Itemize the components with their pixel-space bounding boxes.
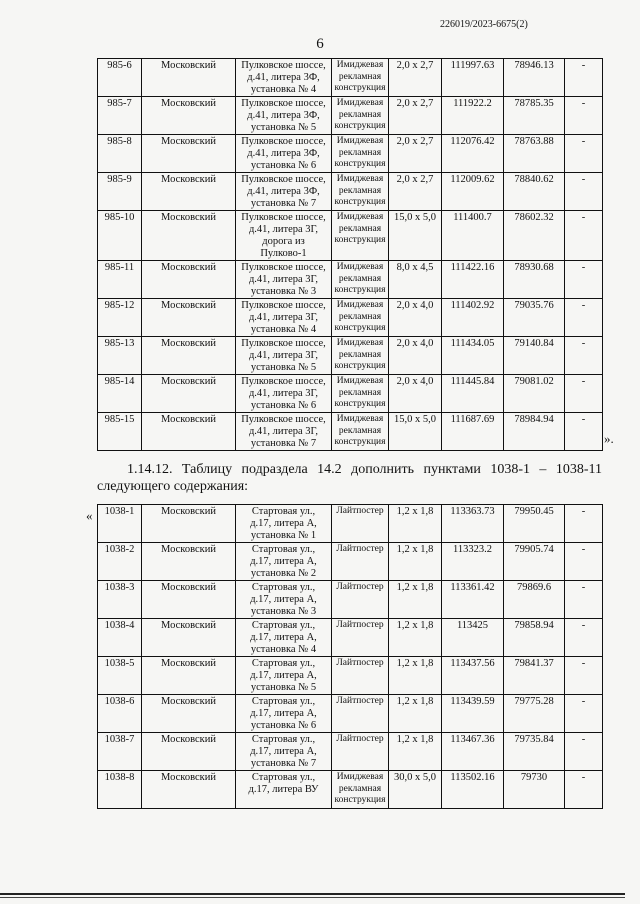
cell-num: 1038-1 [98, 505, 142, 543]
cell-address [236, 299, 332, 337]
cell-line: Пулковское шоссе, [241, 98, 326, 109]
cell-line: Лайтпостер [336, 734, 384, 744]
cell-y: 78840.62 [504, 173, 565, 211]
cell-district: Московский [142, 173, 236, 211]
cell-type [332, 413, 389, 451]
cell-line: д.17, литера А, [250, 708, 317, 719]
cell-line: д.41, литера 3Г, [248, 274, 319, 285]
opening-quote: « [86, 508, 93, 523]
cell-size: 15,0 х 5,0 [389, 211, 442, 261]
table-row [98, 505, 603, 543]
cell-line: Стартовая ул., [251, 582, 316, 593]
cell-district: Московский [142, 413, 236, 451]
cell-type [332, 261, 389, 299]
cell-line: д.17, литера А, [250, 670, 317, 681]
table-row [98, 733, 603, 771]
cell-address [236, 581, 332, 619]
cell-y: 79775.28 [504, 695, 565, 733]
cell-line: Стартовая ул., [251, 620, 316, 631]
cell-size: 8,0 х 4,5 [389, 261, 442, 299]
cell-line: установка № 1 [250, 530, 317, 541]
cell-note: - [565, 211, 603, 261]
cell-num: 985-14 [98, 375, 142, 413]
cell-line: д.41, литера 3Ф, [247, 186, 320, 197]
cell-y: 79950.45 [504, 505, 565, 543]
cell-line: Имиджевая [336, 174, 384, 184]
cell-line: рекламная [338, 387, 382, 398]
cell-type [332, 135, 389, 173]
cell-district: Московский [142, 619, 236, 657]
cell-size: 1,2 х 1,8 [389, 657, 442, 695]
cell-type [332, 657, 389, 695]
table-row [98, 375, 603, 413]
cell-x: 113425 [442, 619, 504, 657]
cell-address [236, 337, 332, 375]
cell-line: д.17, литера ВУ [248, 784, 319, 795]
cell-type [332, 505, 389, 543]
cell-note: - [565, 505, 603, 543]
cell-line: рекламная [338, 71, 382, 82]
cell-size: 2,0 х 4,0 [389, 299, 442, 337]
cell-line: Имиджевая [336, 60, 384, 70]
cell-x: 111422.16 [442, 261, 504, 299]
cell-y: 78946.13 [504, 59, 565, 97]
cell-address [236, 695, 332, 733]
placement-table-1-body [98, 59, 603, 451]
cell-note: - [565, 59, 603, 97]
cell-line: д.41, литера 3Ф, [247, 110, 320, 121]
cell-x: 112076.42 [442, 135, 504, 173]
cell-line: д.17, литера А, [250, 746, 317, 757]
cell-y: 79035.76 [504, 299, 565, 337]
cell-address [236, 657, 332, 695]
cell-line: Стартовая ул., [251, 506, 316, 517]
cell-address [236, 97, 332, 135]
cell-district: Московский [142, 695, 236, 733]
cell-line: д.41, литера 3Г, [248, 312, 319, 323]
cell-line: Имиджевая [336, 262, 384, 272]
cell-district: Московский [142, 97, 236, 135]
cell-num: 985-8 [98, 135, 142, 173]
cell-note: - [565, 173, 603, 211]
cell-y: 79081.02 [504, 375, 565, 413]
cell-type [332, 59, 389, 97]
cell-line: конструкция [334, 399, 386, 409]
scan-edge-line [0, 893, 625, 895]
cell-line: установка № 6 [250, 160, 317, 171]
cell-y: 79735.84 [504, 733, 565, 771]
cell-address [236, 59, 332, 97]
cell-line: Лайтпостер [336, 544, 384, 554]
cell-line: Имиджевая [336, 300, 384, 310]
page-number: 6 [316, 36, 324, 52]
cell-size: 2,0 х 2,7 [389, 135, 442, 173]
cell-district: Московский [142, 505, 236, 543]
cell-line: конструкция [334, 437, 386, 447]
cell-line: установка № 5 [250, 122, 317, 133]
cell-size: 1,2 х 1,8 [389, 695, 442, 733]
cell-line: Пулковское шоссе, [241, 262, 326, 273]
cell-num: 1038-2 [98, 543, 142, 581]
cell-line: Имиджевая [336, 376, 384, 386]
cell-note: - [565, 619, 603, 657]
cell-address [236, 261, 332, 299]
cell-note: - [565, 413, 603, 451]
cell-x: 112009.62 [442, 173, 504, 211]
cell-note: - [565, 695, 603, 733]
cell-line: Имиджевая [336, 136, 384, 146]
cell-x: 113502.16 [442, 771, 504, 809]
cell-num: 1038-4 [98, 619, 142, 657]
cell-size: 2,0 х 2,7 [389, 173, 442, 211]
cell-line: конструкция [334, 235, 386, 245]
cell-size: 2,0 х 2,7 [389, 59, 442, 97]
cell-line: установка № 5 [250, 362, 317, 373]
cell-district: Московский [142, 299, 236, 337]
cell-address [236, 733, 332, 771]
table-row [98, 413, 603, 451]
table-row [98, 337, 603, 375]
cell-num: 985-9 [98, 173, 142, 211]
cell-line: Лайтпостер [336, 658, 384, 668]
cell-note: - [565, 261, 603, 299]
cell-y: 79140.84 [504, 337, 565, 375]
cell-line: Имиджевая [336, 772, 384, 782]
cell-y: 78984.94 [504, 413, 565, 451]
cell-x: 111922.2 [442, 97, 504, 135]
cell-size: 1,2 х 1,8 [389, 505, 442, 543]
cell-x: 111445.84 [442, 375, 504, 413]
cell-line: конструкция [334, 285, 386, 295]
cell-type [332, 733, 389, 771]
cell-x: 111687.69 [442, 413, 504, 451]
cell-line: Пулковское шоссе, [241, 60, 326, 71]
cell-address [236, 505, 332, 543]
cell-line: установка № 2 [250, 568, 317, 579]
cell-note: - [565, 657, 603, 695]
cell-num: 1038-7 [98, 733, 142, 771]
cell-line: д.41, литера 3Г, [248, 350, 319, 361]
cell-y: 78930.68 [504, 261, 565, 299]
cell-district: Московский [142, 375, 236, 413]
cell-line: д.41, литера 3Г, [248, 388, 319, 399]
cell-note: - [565, 135, 603, 173]
cell-line: установка № 3 [250, 286, 317, 297]
cell-line: конструкция [334, 323, 386, 333]
table-row [98, 135, 603, 173]
cell-size: 30,0 х 5,0 [389, 771, 442, 809]
table-row [98, 771, 603, 809]
cell-note: - [565, 543, 603, 581]
cell-type [332, 543, 389, 581]
cell-num: 985-11 [98, 261, 142, 299]
cell-x: 113361.42 [442, 581, 504, 619]
cell-line: Пулковское шоссе, [241, 136, 326, 147]
cell-line: Лайтпостер [336, 696, 384, 706]
cell-note: - [565, 375, 603, 413]
table-row [98, 581, 603, 619]
cell-line: Имиджевая [336, 414, 384, 424]
cell-line: Пулковское шоссе, [241, 414, 326, 425]
cell-type [332, 97, 389, 135]
cell-size: 15,0 х 5,0 [389, 413, 442, 451]
cell-line: установка № 6 [250, 400, 317, 411]
cell-num: 985-6 [98, 59, 142, 97]
cell-line: Имиджевая [336, 338, 384, 348]
placement-table-1 [97, 58, 603, 451]
cell-line: установка № 4 [250, 84, 317, 95]
cell-num: 985-12 [98, 299, 142, 337]
cell-y: 79869.6 [504, 581, 565, 619]
cell-line: рекламная [338, 311, 382, 322]
cell-type [332, 173, 389, 211]
cell-address [236, 413, 332, 451]
cell-size: 1,2 х 1,8 [389, 581, 442, 619]
cell-address [236, 173, 332, 211]
cell-line: Пулковское шоссе, [241, 338, 326, 349]
cell-note: - [565, 97, 603, 135]
cell-type [332, 581, 389, 619]
cell-type [332, 695, 389, 733]
cell-note: - [565, 337, 603, 375]
cell-line: Пулковское шоссе, [241, 212, 326, 223]
cell-line: рекламная [338, 223, 382, 234]
cell-line: Пулковское шоссе, [241, 174, 326, 185]
cell-num: 985-10 [98, 211, 142, 261]
cell-type [332, 375, 389, 413]
cell-district: Московский [142, 657, 236, 695]
cell-line: рекламная [338, 273, 382, 284]
cell-line: д.17, литера А, [250, 632, 317, 643]
cell-line: дорога из [262, 236, 305, 247]
cell-x: 113363.73 [442, 505, 504, 543]
cell-address [236, 211, 332, 261]
cell-y: 78763.88 [504, 135, 565, 173]
cell-num: 985-15 [98, 413, 142, 451]
cell-line: д.41, литера 3Ф, [247, 148, 320, 159]
cell-num: 985-7 [98, 97, 142, 135]
cell-district: Московский [142, 135, 236, 173]
cell-address [236, 543, 332, 581]
cell-line: Стартовая ул., [251, 658, 316, 669]
table-row [98, 299, 603, 337]
cell-line: д.17, литера А, [250, 594, 317, 605]
cell-line: конструкция [334, 83, 386, 93]
cell-x: 113323.2 [442, 543, 504, 581]
cell-line: установка № 4 [250, 324, 317, 335]
cell-type [332, 337, 389, 375]
cell-x: 111400.7 [442, 211, 504, 261]
cell-district: Московский [142, 581, 236, 619]
cell-y: 79841.37 [504, 657, 565, 695]
table-row [98, 657, 603, 695]
cell-size: 1,2 х 1,8 [389, 733, 442, 771]
cell-y: 79905.74 [504, 543, 565, 581]
cell-line: установка № 7 [250, 758, 317, 769]
cell-line: Лайтпостер [336, 582, 384, 592]
table-row [98, 261, 603, 299]
placement-table-2-body [98, 505, 603, 809]
table-row [98, 59, 603, 97]
cell-address [236, 771, 332, 809]
cell-num: 1038-8 [98, 771, 142, 809]
cell-size: 2,0 х 2,7 [389, 97, 442, 135]
cell-line: установка № 7 [250, 198, 317, 209]
cell-district: Московский [142, 771, 236, 809]
cell-line: конструкция [334, 795, 386, 805]
cell-line: Лайтпостер [336, 506, 384, 516]
cell-note: - [565, 771, 603, 809]
cell-line: установка № 6 [250, 720, 317, 731]
cell-line: д.41, литера 3Г, [248, 224, 319, 235]
cell-line: Лайтпостер [336, 620, 384, 630]
cell-line: установка № 3 [250, 606, 317, 617]
cell-line: Имиджевая [336, 212, 384, 222]
cell-num: 1038-5 [98, 657, 142, 695]
cell-line: рекламная [338, 349, 382, 360]
cell-num: 1038-3 [98, 581, 142, 619]
cell-district: Московский [142, 733, 236, 771]
cell-line: д.17, литера А, [250, 556, 317, 567]
cell-line: установка № 5 [250, 682, 317, 693]
cell-line: Имиджевая [336, 98, 384, 108]
cell-line: рекламная [338, 109, 382, 120]
cell-line: установка № 4 [250, 644, 317, 655]
document-number: 226019/2023-6675(2) [440, 19, 528, 30]
cell-address [236, 135, 332, 173]
cell-x: 113439.59 [442, 695, 504, 733]
cell-type [332, 299, 389, 337]
cell-note: - [565, 581, 603, 619]
cell-line: Пулковское шоссе, [241, 376, 326, 387]
cell-note: - [565, 299, 603, 337]
cell-x: 111402.92 [442, 299, 504, 337]
table-row [98, 695, 603, 733]
table-row [98, 211, 603, 261]
cell-line: конструкция [334, 121, 386, 131]
cell-line: рекламная [338, 185, 382, 196]
cell-line: д.41, литера 3Ф, [247, 72, 320, 83]
amendment-paragraph: 1.14.12. Таблицу подраздела 14.2 дополнить пунктами 1038-1 – 1038-11 следующего содержания: [97, 462, 602, 494]
cell-note: - [565, 733, 603, 771]
cell-x: 113437.56 [442, 657, 504, 695]
cell-line: конструкция [334, 197, 386, 207]
cell-y: 79858.94 [504, 619, 565, 657]
cell-line: Стартовая ул., [251, 544, 316, 555]
cell-line: Стартовая ул., [251, 734, 316, 745]
cell-district: Московский [142, 211, 236, 261]
cell-size: 1,2 х 1,8 [389, 619, 442, 657]
cell-line: Стартовая ул., [251, 772, 316, 783]
cell-x: 111434.05 [442, 337, 504, 375]
table-row [98, 97, 603, 135]
cell-line: д.41, литера 3Г, [248, 426, 319, 437]
cell-line: Пулково-1 [260, 248, 307, 259]
cell-y: 79730 [504, 771, 565, 809]
table-row [98, 543, 603, 581]
cell-address [236, 619, 332, 657]
table-row [98, 173, 603, 211]
cell-line: конструкция [334, 361, 386, 371]
cell-line: рекламная [338, 425, 382, 436]
cell-district: Московский [142, 543, 236, 581]
placement-table-2 [97, 504, 603, 809]
cell-type [332, 771, 389, 809]
cell-line: рекламная [338, 147, 382, 158]
cell-num: 985-13 [98, 337, 142, 375]
cell-y: 78785.35 [504, 97, 565, 135]
cell-num: 1038-6 [98, 695, 142, 733]
cell-address [236, 375, 332, 413]
cell-size: 1,2 х 1,8 [389, 543, 442, 581]
cell-type [332, 211, 389, 261]
cell-line: д.17, литера А, [250, 518, 317, 529]
cell-x: 111997.63 [442, 59, 504, 97]
cell-line: установка № 7 [250, 438, 317, 449]
cell-line: Стартовая ул., [251, 696, 316, 707]
cell-line: конструкция [334, 159, 386, 169]
cell-district: Московский [142, 337, 236, 375]
cell-size: 2,0 х 4,0 [389, 375, 442, 413]
scan-edge-line-thin [0, 897, 625, 898]
cell-district: Московский [142, 261, 236, 299]
cell-y: 78602.32 [504, 211, 565, 261]
cell-line: Пулковское шоссе, [241, 300, 326, 311]
cell-size: 2,0 х 4,0 [389, 337, 442, 375]
cell-line: рекламная [338, 783, 382, 794]
cell-x: 113467.36 [442, 733, 504, 771]
table-row [98, 619, 603, 657]
cell-type [332, 619, 389, 657]
closing-quote: ». [604, 431, 614, 446]
cell-district: Московский [142, 59, 236, 97]
